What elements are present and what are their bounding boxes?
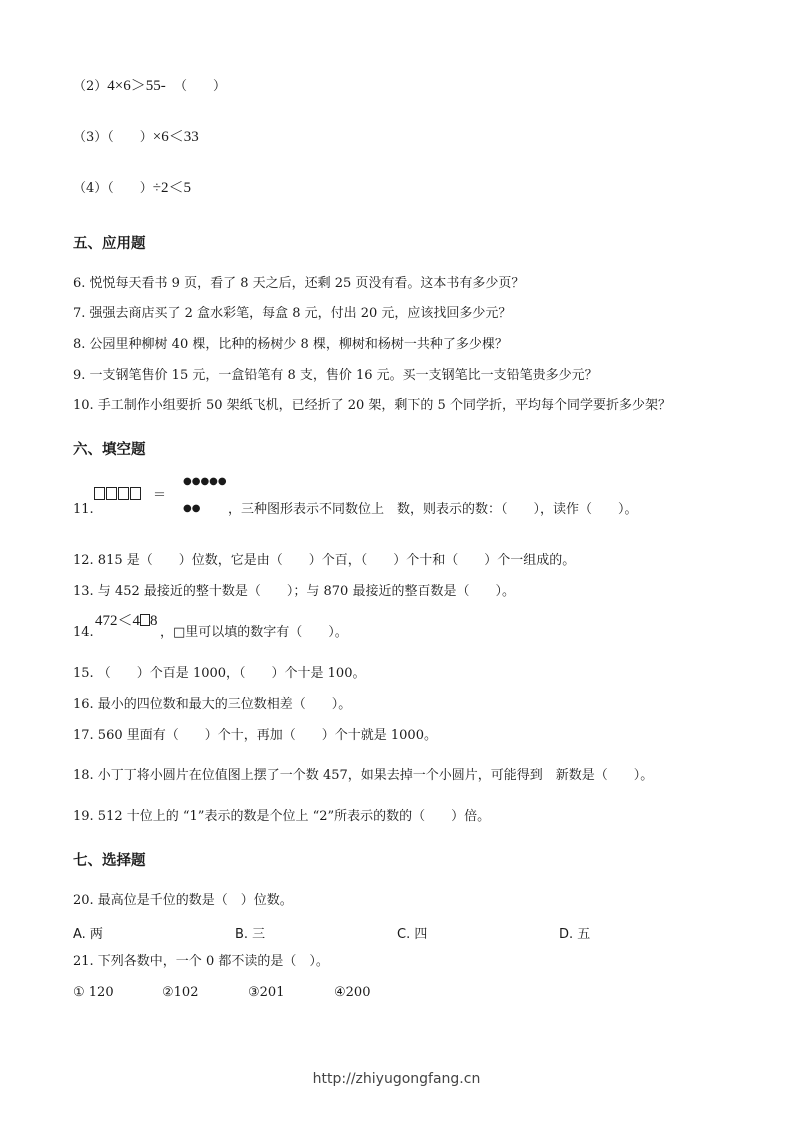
math-expression: ÷2＜5: [152, 180, 192, 196]
section-heading-5: 五、应用题: [73, 236, 146, 252]
question-10: 10. 手工制作小组要折 50 架纸飞机，已经折了 20 架，剩下的 5 个同学折，平均每个同学要折多少架？: [73, 398, 671, 413]
dot-counter-bottom: ●●: [183, 503, 201, 514]
question-14-text: ，□里可以填的数字有（ ）。: [160, 625, 348, 640]
question-21: 21. 下列各数中，一个 0 都不读的是（ ）。: [73, 954, 329, 969]
question-15: 15. （ ）个百是 1000，（ ）个十是 100。: [73, 666, 366, 681]
math-expression: ×6＜33: [152, 129, 199, 145]
option-2: ②102: [162, 985, 199, 1000]
math-expression: 4×6＞55-: [107, 78, 166, 94]
question-11-text: ，三种图形表示不同数位上 数，则表示的数：（ ），读作（ ）。: [228, 502, 638, 517]
answer-blank: （ ）: [107, 181, 153, 196]
section-heading-7: 七、选择题: [73, 853, 146, 869]
footer-url[interactable]: http://zhiyugongfang.cn: [312, 1071, 481, 1087]
question-number: （2）: [73, 79, 108, 94]
question-14-number: 14.: [73, 625, 94, 640]
question-4: [73, 180, 191, 197]
question-6: 6. 悦悦每天看书 9 页，看了 8 天之后，还剩 25 页没有看。这本书有多少页？: [73, 276, 525, 291]
question-11-number: 11.: [73, 502, 94, 517]
square-box-icon: [94, 487, 105, 500]
inequality-text: 472＜4: [95, 613, 141, 629]
question-16: 16. 最小的四位数和最大的三位数相差（ ）。: [73, 697, 352, 712]
question-17: 17. 560 里面有（ ）个十，再加（ ）个十就是 1000。: [73, 728, 437, 743]
square-blanks: [93, 487, 141, 503]
answer-blank: （ ）: [174, 79, 227, 94]
question-9: 9. 一支钢笔售价 15 元，一盒铅笔有 8 支，售价 16 元。买一支钢笔比一支铅笔贵多少元？: [73, 368, 598, 383]
question-20: 20. 最高位是千位的数是（ ）位数。: [73, 893, 293, 908]
square-box-icon: [118, 487, 129, 500]
option-a: A. 两: [73, 927, 103, 942]
question-18: 18. 小丁丁将小圆片在位值图上摆了一个数 457，如果去掉一个小圆片，可能得到 新数是（ ）。: [73, 768, 654, 783]
question-2: [73, 78, 226, 95]
option-1: ① 120: [73, 985, 114, 1000]
inequality-end: 8: [150, 613, 158, 629]
option-b: B. 三: [235, 927, 266, 942]
square-box-icon: [130, 487, 141, 500]
option-c: C. 四: [397, 927, 428, 942]
dot-counter-top: ●●●●●: [183, 476, 227, 487]
square-box-icon: [140, 614, 150, 626]
question-3: [73, 129, 199, 146]
option-4: ④200: [334, 985, 371, 1000]
question-number: （3）: [73, 130, 108, 145]
option-3: ③201: [248, 985, 285, 1000]
question-13: 13. 与 452 最接近的整十数是（ ）；与 870 最接近的整百数是（ ）。: [73, 584, 515, 599]
section-heading-6: 六、填空题: [73, 442, 146, 458]
question-19: 19. 512 十位上的 “1”表示的数是个位上 “2”所表示的数的（ ）倍。: [73, 809, 491, 824]
question-number: （4）: [73, 181, 108, 196]
option-d: D. 五: [559, 927, 591, 942]
math-expression: [95, 613, 158, 629]
answer-blank: （ ）: [107, 130, 153, 145]
question-12: 12. 815 是（ ）位数，它是由（ ）个百，（ ）个十和（ ）个一组成的。: [73, 553, 576, 568]
equals-sign: ＝: [153, 488, 167, 503]
question-7: 7. 强强去商店买了 2 盒水彩笔，每盒 8 元，付出 20 元，应该找回多少元？: [73, 306, 512, 321]
square-box-icon: [106, 487, 117, 500]
question-8: 8. 公园里种柳树 40 棵，比种的杨树少 8 棵，柳树和杨树一共种了多少棵？: [73, 337, 508, 352]
